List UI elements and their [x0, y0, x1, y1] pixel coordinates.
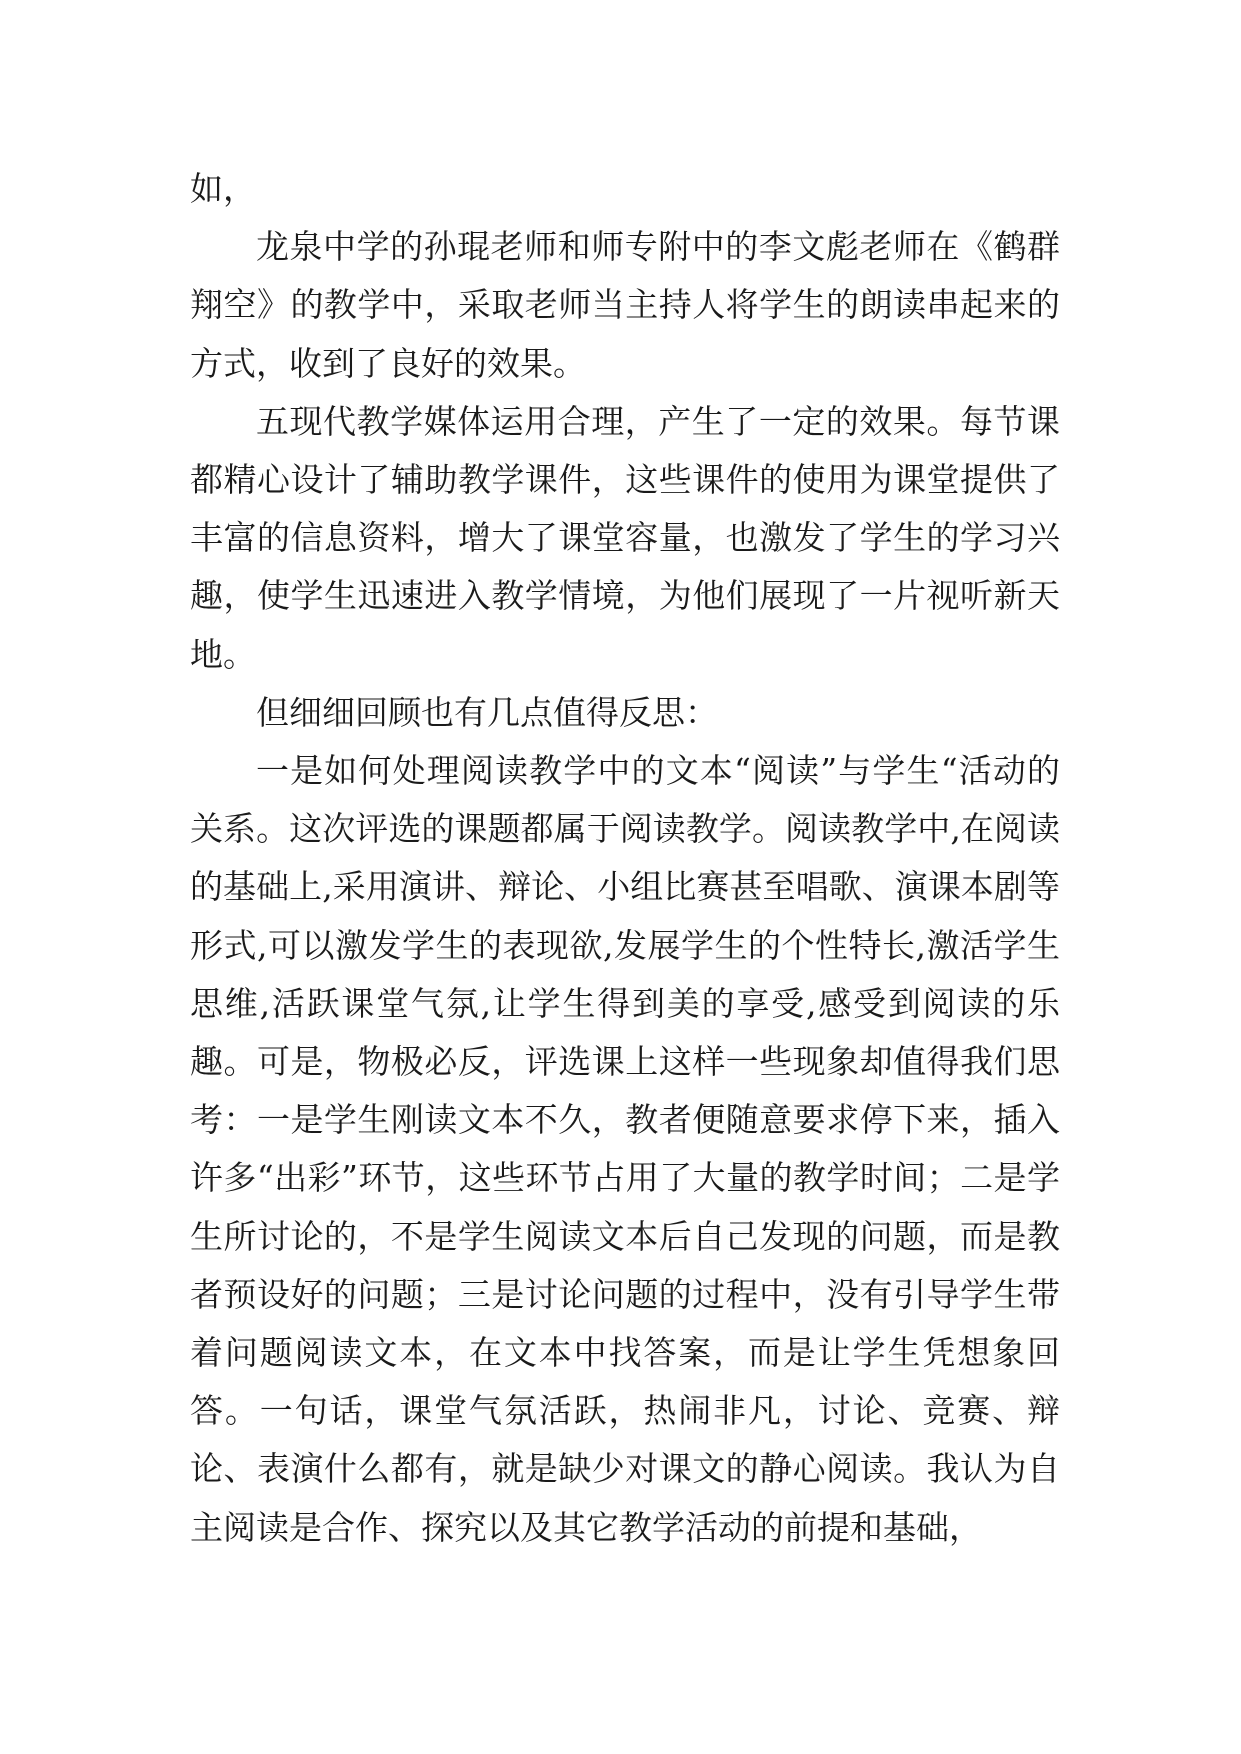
- paragraph-5: 一是如何处理阅读教学中的文本“阅读”与学生“活动的关系。这次评选的课题都属于阅读教学。阅读教学中,在阅读的基础上,采用演讲、辩论、小组比赛甚至唱歌、演课本剧等形式,可以激发学生的表现欲,发展学生的个性特长,激活学生思维,活跃课堂气氛,让学生得到美的享受,感受到阅读的乐趣。可是，物极必反，评选课上这样一些现象却值得我们思考：一是学生刚读文本不久，教者便随意要求停下来，插入许多“出彩”环节，这些环节占用了大量的教学时间；二是学生所讨论的，不是学生阅读文本后自己发现的问题，而是教者预设好的问题；三是讨论问题的过程中，没有引导学生带着问题阅读文本，在文本中找答案，而是让学生凭想象回答。一句话，课堂气氛活跃，热闹非凡，讨论、竞赛、辩论、表演什么都有，就是缺少对课文的静心阅读。我认为自主阅读是合作、探究以及其它教学活动的前提和基础，: [190, 751, 1060, 1547]
- paragraph-2: 龙泉中学的孙琨老师和师专附中的李文彪老师在《鹤群翔空》的教学中，采取老师当主持人将学生的朗读串起来的方式，收到了良好的效果。: [190, 227, 1060, 383]
- document-body: [190, 160, 1060, 1557]
- paragraph-1: 如，: [190, 169, 256, 208]
- paragraph-4: 但细细回顾也有几点值得反思：: [256, 692, 718, 732]
- paragraph-3: 五现代教学媒体运用合理，产生了一定的效果。每节课都精心设计了辅助教学课件，这些课件的使用为课堂提供了丰富的信息资料，增大了课堂容量，也激发了学生的学习兴趣，使学生迅速进入教学情境，为他们展现了一片视听新天地。: [190, 401, 1060, 674]
